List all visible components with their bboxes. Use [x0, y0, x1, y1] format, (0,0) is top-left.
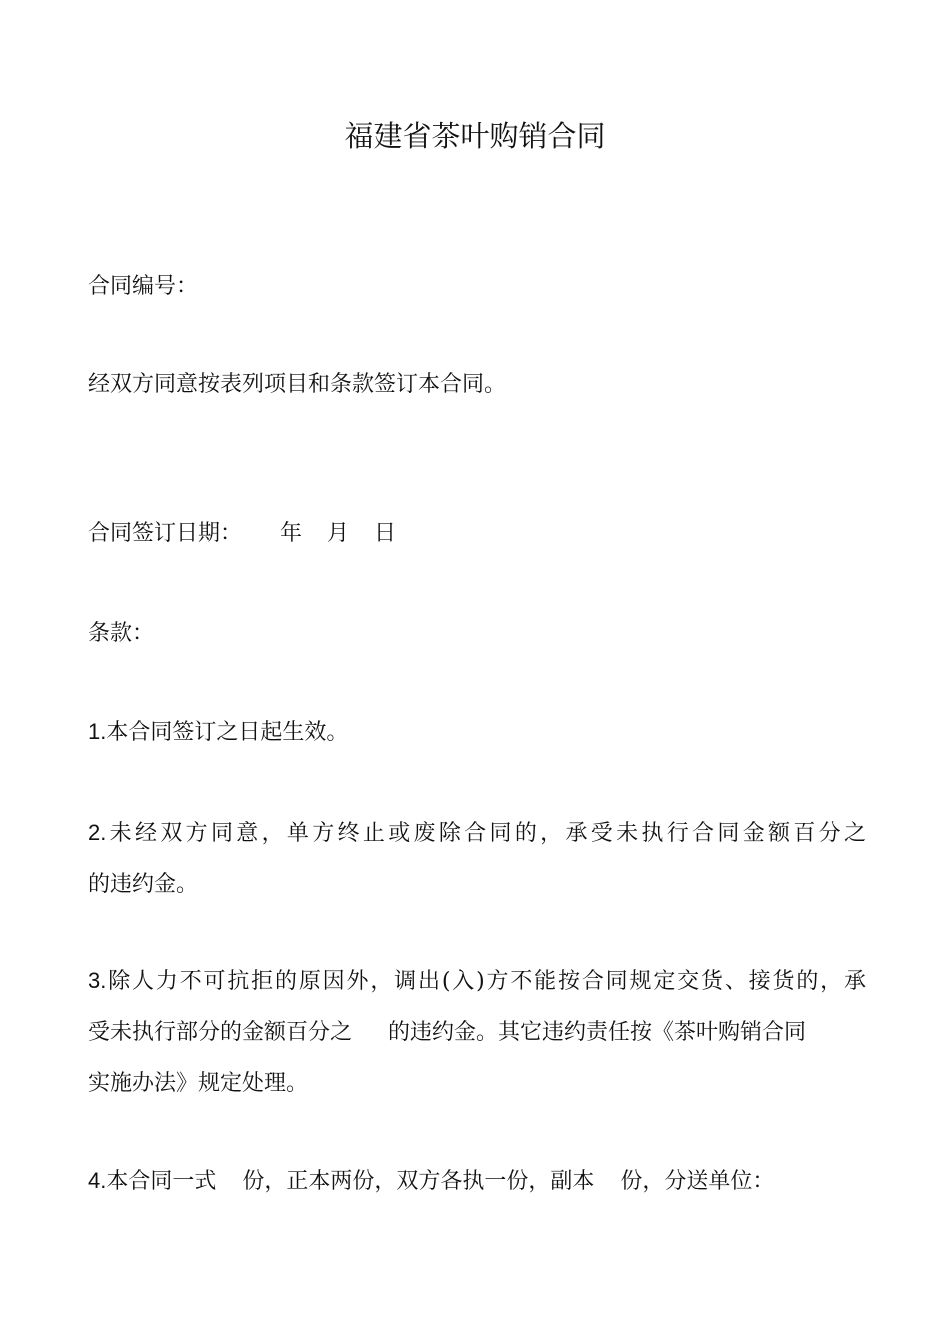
clause-text: 的违约金。其它违约责任按《茶叶购销合同	[388, 1020, 807, 1045]
clause-text: 本合同一式	[106, 1169, 217, 1194]
clause-text: 未经双方同意，单方终止或废除合同的，承受未执行合同金额百分之	[106, 821, 866, 846]
signing-date-label: 合同签订日期：	[88, 521, 243, 546]
clause-number: 3.	[88, 968, 107, 993]
clause-text: 除人力不可抗拒的原因外，调出(入)方不能按合同规定交货、接货的，承	[106, 969, 866, 994]
clause-row	[88, 807, 866, 859]
clause-row: 实施办法》规定处理。	[88, 1071, 309, 1096]
clause-text: 份，正本两份，双方各执一份，副本	[242, 1169, 595, 1194]
clause-number: 2.	[88, 820, 107, 845]
signing-date-month: 月	[327, 521, 350, 546]
clause-row: 的违约金。	[88, 872, 199, 897]
clause-1	[88, 717, 868, 748]
clause-text: 份，分送单位：	[620, 1169, 775, 1194]
clause-row	[88, 955, 866, 1007]
clause-2	[88, 807, 866, 910]
signing-date-year: 年	[280, 521, 303, 546]
document-title: 福建省茶叶购销合同	[344, 119, 606, 153]
clause-text: 受未执行部分的金额百分之	[88, 1020, 353, 1045]
signing-date-line	[88, 519, 868, 549]
clause-row	[88, 1007, 866, 1058]
intro-text: 经双方同意按表列项目和条款签订本合同。	[88, 372, 507, 397]
clause-number: 1.	[88, 719, 107, 744]
terms-heading: 条款：	[88, 621, 155, 646]
clause-4	[88, 1166, 868, 1197]
contract-number-label: 合同编号：	[88, 274, 199, 299]
clause-3	[88, 955, 866, 1109]
signing-date-day: 日	[374, 521, 397, 546]
clause-text: 本合同签订之日起生效。	[106, 720, 349, 745]
clause-number: 4.	[88, 1168, 107, 1193]
